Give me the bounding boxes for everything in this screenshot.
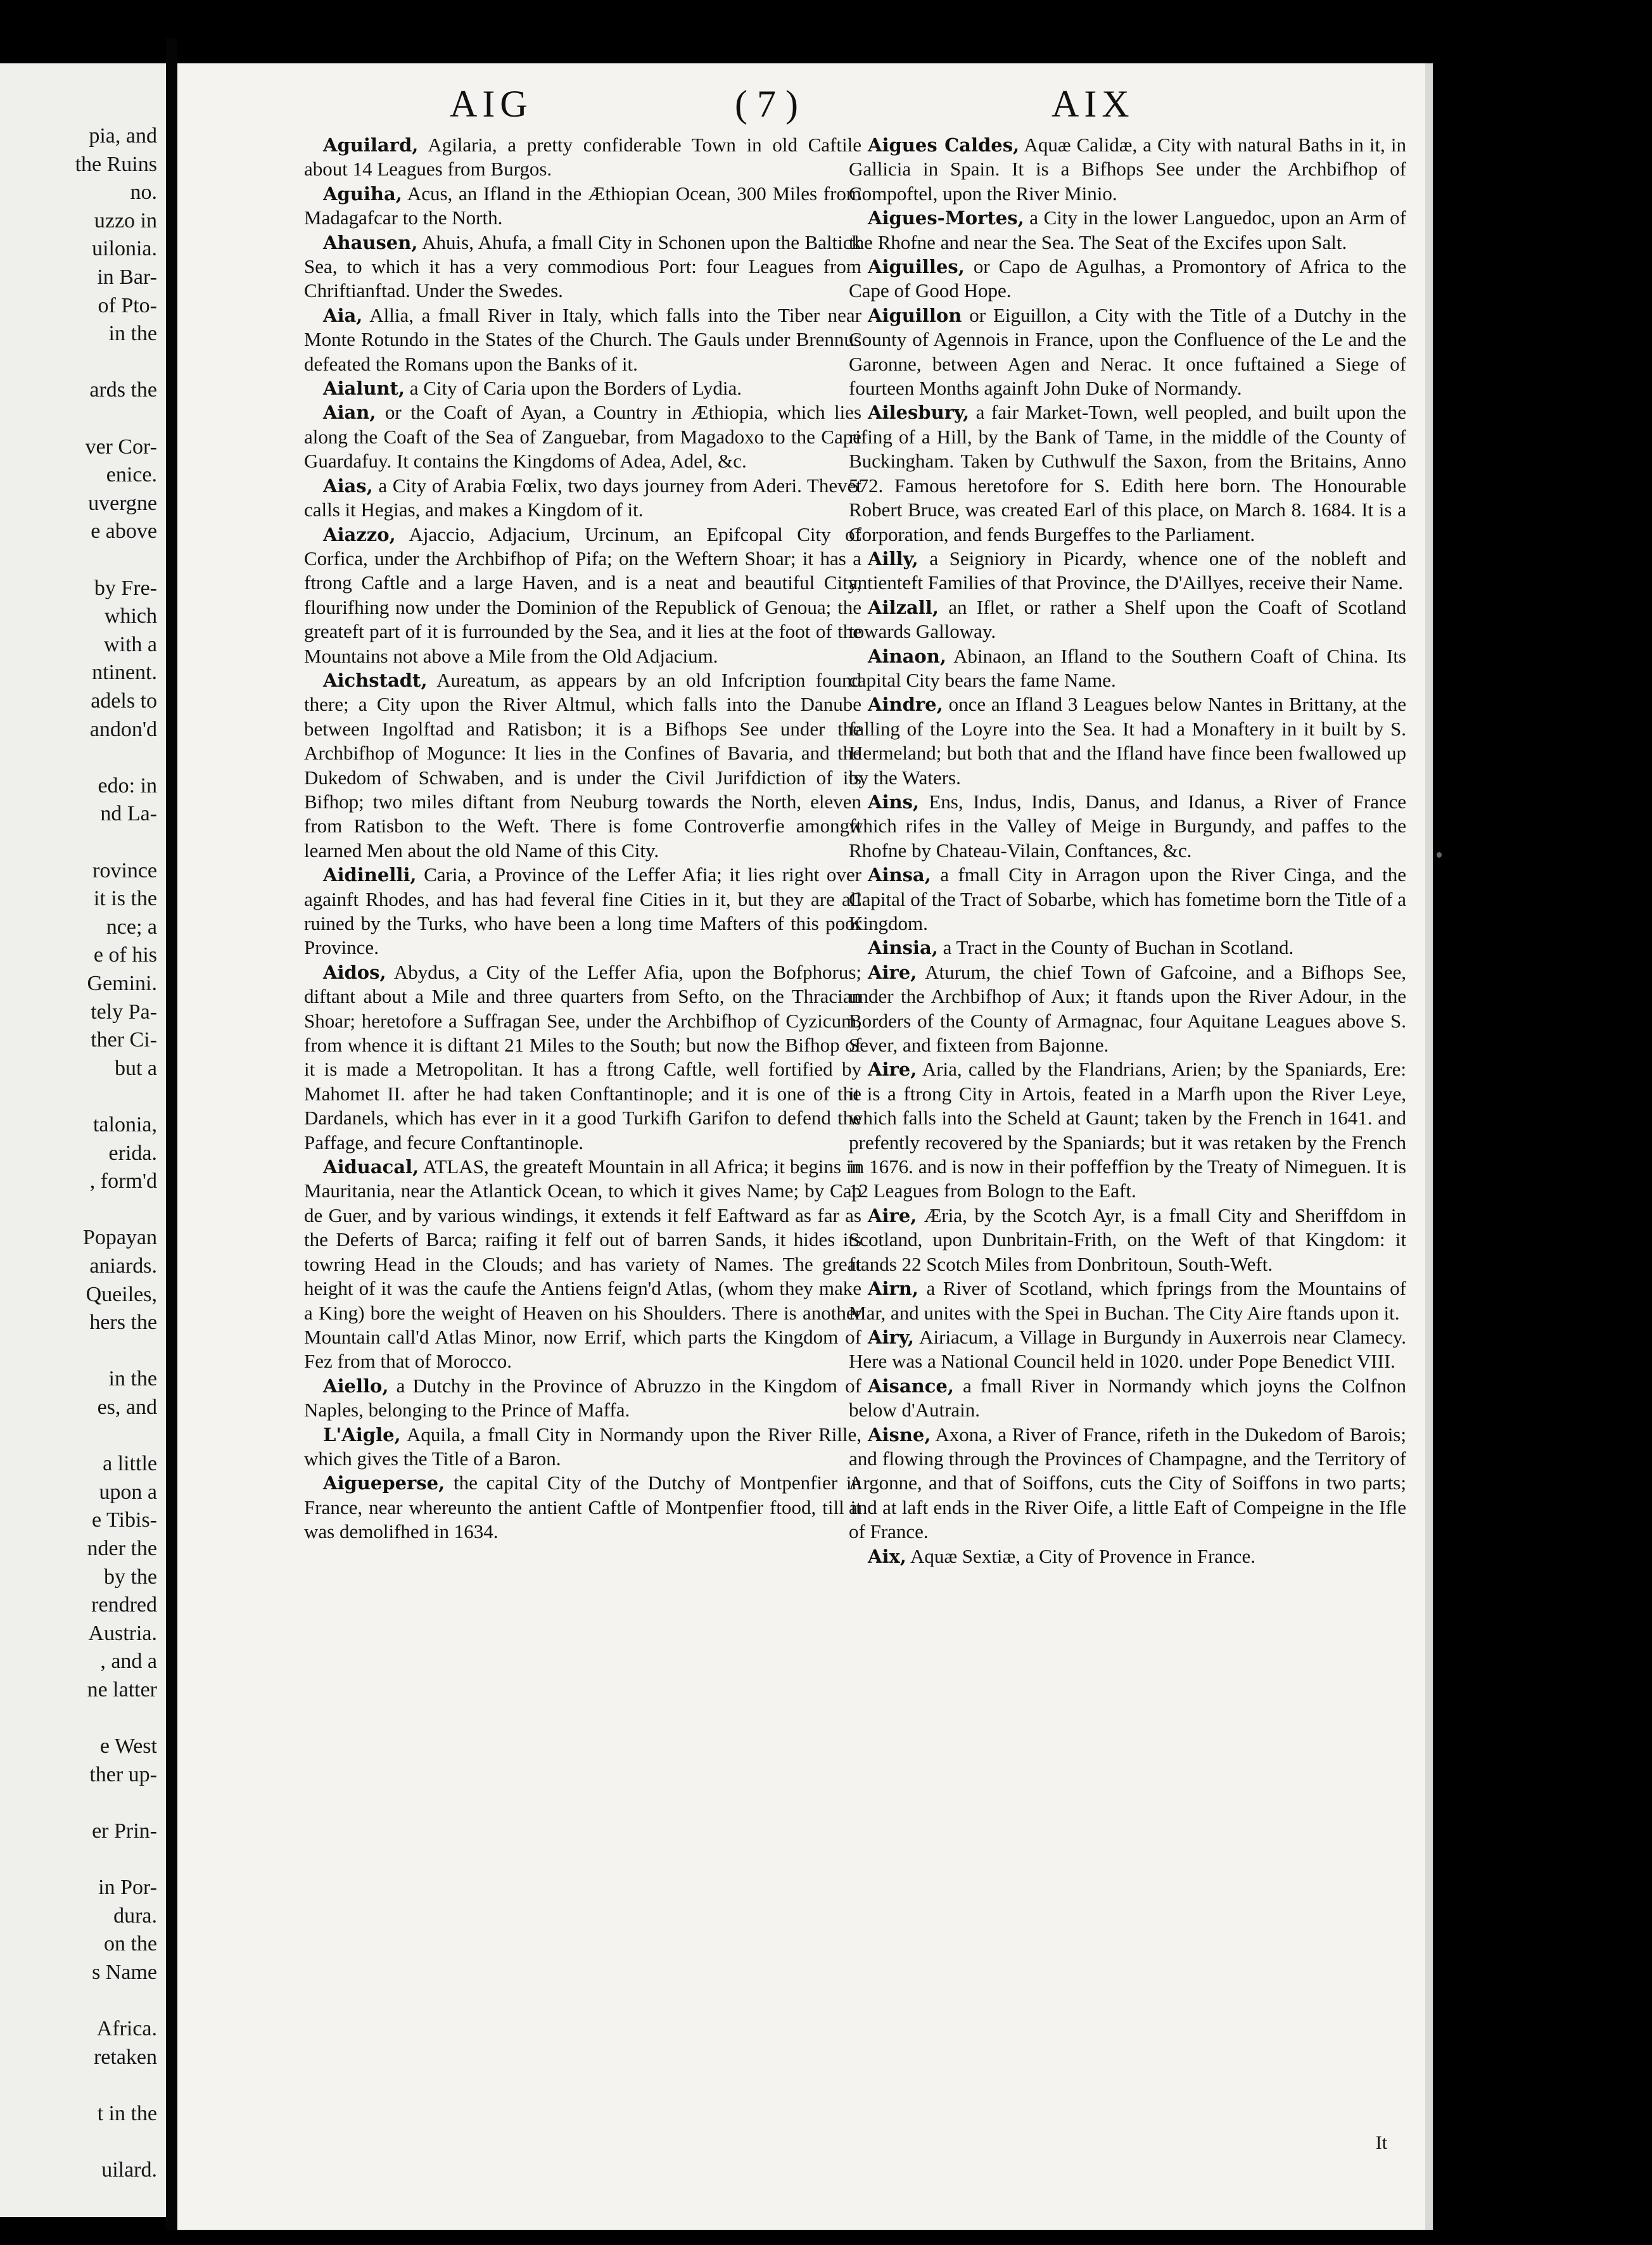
entry-headword: Aia, xyxy=(323,304,363,326)
entry-text: an Iflet, or rather a Shelf upon the Coaft of Scotland towards Galloway. xyxy=(849,595,1406,643)
dictionary-entry xyxy=(304,400,861,473)
left-page-fragment xyxy=(0,63,166,2217)
left-page-line: ne latter xyxy=(87,1678,157,1701)
entry-text: Aureatum, as appears by an old Infcription found there; a City upon the River Altmul, which falls into the Danube between Ingolftad and Ratisbon; it is a Bifhops See under the Archbifhop of Mogunce: It lies in the Confines of Bavaria, and the Dukedom of Schwaben, and is under the Civil Jurifdiction of its Bifhop; two miles diftant from Neuburg towards the North, eleven from Ratisbon to the Weft. There is fome Controverfie amongft learned Men about the old Name of this City. xyxy=(304,668,861,862)
dictionary-entry xyxy=(304,133,861,182)
dictionary-entry xyxy=(304,523,861,668)
entry-headword: Airy, xyxy=(868,1326,914,1348)
header-left-guideword: AIG xyxy=(450,83,533,125)
left-page-line: t in the xyxy=(97,2102,157,2125)
left-page-line: erida. xyxy=(108,1141,157,1165)
entry-headword: Aisance, xyxy=(868,1375,954,1397)
entry-headword: Ains, xyxy=(868,791,920,813)
entry-headword: Ahausen, xyxy=(323,231,418,253)
entry-headword: Aire, xyxy=(868,961,917,983)
dictionary-entry xyxy=(849,133,1406,206)
entry-headword: Aiguillon xyxy=(868,304,962,326)
entry-text: Ens, Indus, Indis, Danus, and Idanus, a River of France which rifes in the Valley of Meige in Burgundy, and paffes to the Rhofne by Chateau-Vilain, Conftances, &c. xyxy=(849,790,1406,862)
left-page-line: , form'd xyxy=(89,1169,157,1193)
entry-text: Axona, a River of France, rifeth in the Dukedom of Barois; and flowing through the Provinces of Champagne, and the Territory of Argonne, and that of Soiffons, cuts the City of Soiffons in two parts; and at laft ends in the River Oife, a little Eaft of Compeigne in the Ifle of France. xyxy=(849,1423,1406,1543)
left-page-line: in the xyxy=(108,322,157,346)
running-header xyxy=(177,82,1425,139)
dictionary-entry xyxy=(849,692,1406,790)
left-page-line: talonia, xyxy=(92,1113,157,1136)
dictionary-entry xyxy=(849,1057,1406,1203)
entry-headword: Ainsia, xyxy=(868,937,938,959)
left-page-line: e of his xyxy=(93,943,157,967)
left-page-line: but a xyxy=(114,1056,157,1080)
entry-text: Aquæ Sextiæ, a City of Provence in France. xyxy=(910,1544,1255,1567)
entry-headword: Aiazzo, xyxy=(323,523,396,545)
entry-headword: Airn, xyxy=(868,1278,918,1300)
entry-headword: Aguilard, xyxy=(323,134,419,156)
entry-headword: Aigues Caldes, xyxy=(868,134,1020,156)
left-page-line: rovince xyxy=(92,858,157,882)
dictionary-entry xyxy=(304,960,861,1155)
dictionary-entry xyxy=(304,1423,861,1472)
left-page-line: nder the xyxy=(87,1537,157,1560)
left-page-line: dura. xyxy=(113,1904,157,1928)
left-page-line: retaken xyxy=(93,2045,157,2069)
left-page-line: e West xyxy=(99,1734,157,1758)
dictionary-entry xyxy=(849,1325,1406,1374)
dictionary-page xyxy=(177,63,1425,2230)
entry-text: a Dutchy in the Province of Abruzzo in the Kingdom of Naples, belonging to the Prince of Maffa. xyxy=(304,1374,862,1421)
dictionary-entry xyxy=(849,644,1406,693)
left-page-line: es, and xyxy=(97,1396,157,1419)
entry-text: Aquila, a fmall City in Normandy upon the River Rille, which gives the Title of a Baron. xyxy=(304,1423,862,1470)
dictionary-entry xyxy=(849,400,1406,546)
page-number: ( 7 ) xyxy=(735,83,798,125)
entry-text: a fmall City in Arragon upon the River Cinga, and the Capital of the Tract of Sobarbe, which has fometime born the Title of a Kingdom. xyxy=(849,863,1407,934)
left-page-line: ther Ci- xyxy=(91,1028,157,1052)
left-page-line: er Prin- xyxy=(92,1819,157,1843)
left-page-line: Africa. xyxy=(96,2017,157,2041)
entry-text: Allia, a fmall River in Italy, which falls into the Tiber near Monte Rotundo in the States of the Church. The Gauls under Brennus defeated the Romans upon the Banks of it. xyxy=(304,303,861,375)
book-gutter xyxy=(166,38,177,2230)
dictionary-entry xyxy=(304,182,861,231)
entry-text: a River of Scotland, which fprings from the Mountains of Mar, and unites with the Spei in Buchan. The City Aire ftands upon it. xyxy=(849,1277,1407,1324)
dictionary-entry xyxy=(304,668,861,863)
left-page-line: by Fre- xyxy=(94,576,157,600)
left-page-line: Queiles, xyxy=(86,1282,157,1306)
entry-text: or Eiguillon, a City with the Title of a Dutchy in the County of Agennois in France, upon the Confluence of the Le and the Garonne, between Agen and Nerac. It once fuftained a Siege of fourteen Months againft John Duke of Normandy. xyxy=(849,303,1406,400)
left-page-line: ntinent. xyxy=(92,661,157,685)
dictionary-entry xyxy=(304,376,861,400)
left-page-line: adels to xyxy=(91,689,157,713)
entry-headword: Ainsa, xyxy=(868,864,931,886)
left-page-line: s Name xyxy=(92,1961,157,1984)
entry-headword: Aisne, xyxy=(868,1423,931,1446)
left-page-line: hers the xyxy=(89,1311,157,1335)
left-page-line: ver Cor- xyxy=(85,435,157,459)
dictionary-entry xyxy=(849,790,1406,863)
entry-headword: Aire, xyxy=(868,1059,917,1081)
dictionary-entry xyxy=(849,303,1406,401)
scan-speck xyxy=(1437,852,1442,858)
left-page-line: edo: in xyxy=(98,773,157,798)
entry-headword: Aichstadt, xyxy=(323,669,428,691)
left-page-line: pia, and xyxy=(89,124,157,148)
dictionary-entry xyxy=(849,1544,1406,1568)
entry-text: Acus, an Ifland in the Æthiopian Ocean, 300 Miles from Madagafcar to the North. xyxy=(304,182,862,229)
entry-headword: Ailzall, xyxy=(868,596,939,618)
left-page-line: tely Pa- xyxy=(91,1000,157,1024)
entry-text: ATLAS, the greateft Mountain in all Africa; it begins in Mauritania, near the Atlantick Ocean, to which it gives Name; by Cap de Guer, and by various windings, it extends it felf Eaftward as far as the Deferts of Barca; raifing it felf out of barren Sands, it hides its towring Head in the Clouds; and has variety of Names. The great height of it was the caufe the Antiens feign'd Atlas, (whom they make a King) bore the weight of Heaven on his Shoulders. There is another Mountain call'd Atlas Minor, now Errif, which parts the Kingdom of Fez from that of Morocco. xyxy=(304,1155,861,1373)
entry-text: Aturum, the chief Town of Gafcoine, and a Bifhops See, under the Archbifhop of Aux; it ftands upon the River Adour, in the Borders of the County of Armagnac, four Aquitane Leagues above S. Sever, and fixteen from Bajonne. xyxy=(849,960,1406,1057)
left-page-line: of Pto- xyxy=(98,293,157,317)
dictionary-entry xyxy=(849,960,1406,1058)
left-page-line: aniards. xyxy=(89,1254,157,1278)
left-page-line: which xyxy=(104,604,157,628)
left-page-line: by the xyxy=(103,1565,157,1589)
catchword: It xyxy=(1375,2132,1387,2153)
left-page-line: Popayan xyxy=(82,1226,157,1250)
entry-text: Abydus, a City of the Leffer Afia, upon the Bofphorus; diftant about a Mile and three quarters from Sefto, on the Thracian Shoar; heretofore a Suffragan See, under the Archbifhop of Cyzicum, from whence it is diftant 21 Miles to the South; but now the Bifhop of it is made a Metropolitan. It has a ftrong Caftle, well fortified by Mahomet II. after he had taken Conftantinople; and it is one of the Dardanels, which has ever in it a good Turkifh Garifon to defend the Paffage, and fecure Conftantinople. xyxy=(304,960,861,1154)
dictionary-entry xyxy=(304,863,861,960)
entry-text: a City of Caria upon the Borders of Lydia. xyxy=(409,377,742,400)
left-page-line: uvergne xyxy=(88,491,157,515)
entry-headword: Ailesbury, xyxy=(868,402,970,424)
dictionary-entry xyxy=(304,303,861,376)
dictionary-entry xyxy=(849,1276,1406,1325)
left-page-line: rendred xyxy=(91,1593,157,1617)
dictionary-entry xyxy=(849,936,1406,960)
entry-text: once an Ifland 3 Leagues below Nantes in Brittany, at the falling of the Loyre into the Sea. It had a Monaftery in it built by S. Hermeland; but both that and the Ifland have fince been fwallowed up by the Waters. xyxy=(849,693,1407,789)
entry-text: or Capo de Agulhas, a Promontory of Africa to the Cape of Good Hope. xyxy=(849,255,1406,302)
entry-text: Airiacum, a Village in Burgundy in Auxerrois near Clamecy. Here was a National Council held in 1020. under Pope Benedict VIII. xyxy=(849,1325,1406,1373)
left-page-line: ther up- xyxy=(89,1762,157,1786)
left-page-line: a little xyxy=(103,1452,157,1476)
entry-text: Caria, a Province of the Leffer Afia; it lies right over againft Rhodes, and has had feveral fine Cities in it, but they are all ruined by the Turks, who have been a long time Mafters of this poor Province. xyxy=(304,863,862,959)
left-page-line: it is the xyxy=(93,887,157,911)
entry-headword: Aian, xyxy=(323,402,376,424)
dictionary-entry xyxy=(849,1423,1406,1544)
entry-headword: Aiello, xyxy=(323,1375,389,1397)
entry-text: Aquæ Calidæ, a City with natural Baths in it, in Gallicia in Spain. It is a Bifhops See under the Archbifhop of Compoftel, upon the River Minio. xyxy=(849,134,1406,205)
page-edge xyxy=(1425,63,1433,2230)
entry-headword: Aigueperse, xyxy=(323,1472,445,1494)
column-left xyxy=(304,133,861,1544)
entry-text: Ahuis, Ahufa, a fmall City in Schonen upon the Baltick Sea, to which it has a very commodious Port: four Leagues from Chriftianftad. Under the Swedes. xyxy=(304,231,861,302)
entry-headword: Aguiha, xyxy=(323,182,402,205)
left-page-line: in the xyxy=(108,1367,157,1391)
entry-headword: Aiguilles, xyxy=(868,256,965,278)
dictionary-entry xyxy=(849,206,1406,255)
left-page-line: Gemini. xyxy=(87,972,157,995)
entry-text: a City of Arabia Fœlix, two days journey from Aderi. Thevet calls it Hegias, and makes a Kingdom of it. xyxy=(304,474,861,521)
dictionary-entry xyxy=(849,863,1406,936)
left-page-line: e above xyxy=(91,519,157,544)
dictionary-entry xyxy=(304,231,861,303)
entry-text: Abinaon, an Ifland to the Southern Coaft of China. Its capital City bears the fame Name. xyxy=(849,644,1407,691)
left-page-line: upon a xyxy=(99,1480,157,1504)
left-page-line: the Ruins xyxy=(75,152,157,176)
column-right xyxy=(849,133,1406,1568)
entry-text: a City in the lower Languedoc, upon an Arm of the Rhofne and near the Sea. The Seat of the Excifes upon Salt. xyxy=(849,207,1406,253)
dictionary-entry xyxy=(849,547,1406,595)
entry-headword: L'Aigle, xyxy=(323,1423,401,1446)
left-page-line: , and a xyxy=(100,1650,157,1674)
entry-headword: Aiduacal, xyxy=(323,1156,419,1178)
entry-headword: Aidos, xyxy=(323,961,386,983)
left-page-line: uilard. xyxy=(101,2158,157,2182)
header-right-guideword: AIX xyxy=(1052,83,1134,125)
dictionary-entry xyxy=(304,1471,861,1544)
entry-headword: Aire, xyxy=(868,1204,917,1226)
entry-text: a fmall River in Normandy which joyns the Colfnon below d'Autrain. xyxy=(849,1374,1407,1421)
entry-text: the capital City of the Dutchy of Montpenfier in France, near whereunto the antient Caftle of Montpenfier ftood, till it was demolifhed in 1634. xyxy=(304,1472,861,1543)
entry-headword: Aix, xyxy=(868,1545,906,1567)
entry-headword: Aialunt, xyxy=(323,378,405,400)
entry-text: or the Coaft of Ayan, a Country in Æthiopia, which lies along the Coaft of the Sea of Zanguebar, from Magadoxo to the Cape Guardafuy. It contains the Kingdoms of Adea, Adel, &c. xyxy=(304,401,862,473)
dictionary-entry xyxy=(849,595,1406,644)
left-page-line: e Tibis- xyxy=(92,1508,157,1532)
dictionary-entry xyxy=(304,474,861,523)
left-page-line: on the xyxy=(103,1932,157,1956)
entry-text: a fair Market-Town, well peopled, and built upon the rifing of a Hill, by the Bank of Tame, in the middle of the County of Buckingham. Taken by Cuthwulf the Saxon, from the Britains, Anno 572. Famous heretofore for S. Edith here born. The Honourable Robert Bruce, was created Earl of this place, on March 8. 1684. It is a Corporation, and fends Burgeffes to the Parliament. xyxy=(849,401,1406,545)
dictionary-entry xyxy=(304,1155,861,1374)
entry-headword: Aidinelli, xyxy=(323,864,417,886)
left-page-line: andon'd xyxy=(89,717,157,741)
entry-text: a Seigniory in Picardy, whence one of the nobleft and antienteft Families of that Province, the D'Aillyes, receive their Name. xyxy=(849,547,1406,594)
left-page-line: no. xyxy=(130,181,157,205)
entry-headword: Aigues-Mortes, xyxy=(868,207,1024,229)
dictionary-entry xyxy=(849,255,1406,303)
entry-headword: Aias, xyxy=(323,474,373,497)
left-page-line: enice. xyxy=(106,463,157,487)
entry-headword: Aindre, xyxy=(868,694,943,716)
left-page-line: Austria. xyxy=(88,1621,157,1645)
entry-text: a Tract in the County of Buchan in Scotland. xyxy=(943,936,1294,959)
dictionary-entry xyxy=(304,1374,861,1423)
dictionary-entry xyxy=(849,1374,1406,1423)
left-page-line: nd La- xyxy=(100,802,157,826)
entry-text: Aria, called by the Flandrians, Arien; by the Spaniards, Ere: it is a ftrong City in Artois, feated in a Marfh upon the River Leye, which falls into the Scheld at Gaunt; taken by the French in 1641. and prefently recovered by the Spaniards; but it was retaken by the French in 1676. and is now in their poffeffion by the Treaty of Nimeguen. It is 12 Leagues from Bologn to the Eaft. xyxy=(849,1058,1406,1202)
entry-headword: Ainaon, xyxy=(868,645,946,667)
left-page-line: with a xyxy=(103,632,157,656)
entry-text: Agilaria, a pretty confiderable Town in old Caftile about 14 Leagues from Burgos. xyxy=(304,134,861,181)
left-page-line: nce; a xyxy=(106,915,157,939)
left-page-line: uilonia. xyxy=(92,237,157,261)
left-page-line: in Bar- xyxy=(97,265,157,289)
left-page-line: uzzo in xyxy=(94,208,157,232)
left-page-line: ards the xyxy=(89,378,157,402)
left-page-line: in Por- xyxy=(98,1876,157,1900)
entry-text: Æria, by the Scotch Ayr, is a fmall City and Sheriffdom in Scotland, upon Dunbritain-Frith, on the Weft of that Kingdom: it ftands 22 Scotch Miles from Donbritoun, South-Weft. xyxy=(849,1204,1407,1275)
dictionary-entry xyxy=(849,1204,1406,1276)
entry-text: Ajaccio, Adjacium, Urcinum, an Epifcopal City of Corfica, under the Archbifhop of Pifa; on the Weftern Shoar; it has a ftrong Caftle and a large Haven, and is a neat and beautiful City, flourifhing now under the Dominion of the Republick of Genoua; the greateft part of it is furrounded by the Sea, and it lies at the foot of the Mountains not above a Mile from the Old Adjacium. xyxy=(304,523,861,667)
entry-headword: Ailly, xyxy=(868,547,918,569)
